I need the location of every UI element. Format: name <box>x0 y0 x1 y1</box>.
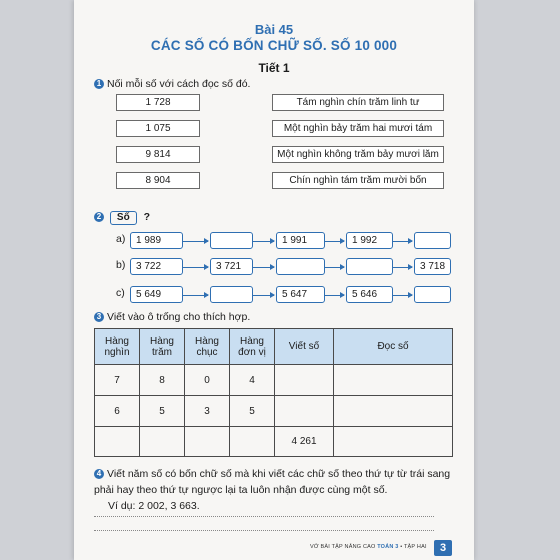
ex2-b-arrow-1 <box>182 267 208 268</box>
table-cell[interactable] <box>185 427 230 457</box>
lesson-period: Tiết 1 <box>258 61 290 75</box>
ex2-c-cell-4[interactable]: 5 646 <box>346 286 393 303</box>
ex2-badge: 2 <box>94 212 104 222</box>
ex4-example: Ví dụ: 2 002, 3 663. <box>108 500 200 512</box>
ex1-number-1[interactable]: 1 728 <box>116 94 200 111</box>
ex2-label: Số <box>110 211 137 225</box>
table-cell-write[interactable] <box>275 365 334 396</box>
lesson-subtitle: CÁC SỐ CÓ BỐN CHỮ SỐ. SỐ 10 000 <box>150 38 398 53</box>
table-cell[interactable] <box>230 427 275 457</box>
ex2-b-cell-4[interactable] <box>346 258 393 275</box>
ex1-reading-2[interactable]: Một nghìn bảy trăm hai mươi tám <box>272 120 444 137</box>
ex1-reading-4[interactable]: Chín nghìn tám trăm mười bốn <box>272 172 444 189</box>
ex1-heading <box>94 78 250 90</box>
ex2-b-arrow-3 <box>324 267 344 268</box>
table-cell-read[interactable] <box>334 365 453 396</box>
page-number: 3 <box>434 540 452 556</box>
ex2-a-cell-2[interactable] <box>210 232 253 249</box>
ex3-instruction: Viết vào ô trống cho thích hợp. <box>107 311 251 323</box>
ex2-b-cell-1[interactable]: 3 722 <box>130 258 183 275</box>
footer-suffix: • TẬP HAI <box>400 544 427 550</box>
ex2-heading <box>94 211 150 225</box>
table-cell[interactable] <box>95 427 140 457</box>
table-cell: 3 <box>185 396 230 427</box>
ex4-badge: 4 <box>94 469 104 479</box>
ex1-badge: 1 <box>94 79 104 89</box>
ex1-number-4[interactable]: 8 904 <box>116 172 200 189</box>
ex2-row-b-label: b) <box>116 259 126 271</box>
ex2-c-arrow-3 <box>324 295 344 296</box>
ex2-b-cell-3[interactable] <box>276 258 325 275</box>
table-cell-write: 4 261 <box>275 427 334 457</box>
footer-prefix: VỞ BÀI TẬP NÂNG CAO <box>310 544 376 550</box>
ex3-heading <box>94 311 250 323</box>
ex2-a-arrow-2 <box>252 241 274 242</box>
table-row <box>95 365 453 396</box>
ex2-a-arrow-3 <box>324 241 344 242</box>
workbook-page <box>74 0 474 560</box>
ex2-a-arrow-1 <box>182 241 208 242</box>
ex2-b-cell-5[interactable]: 3 718 <box>414 258 451 275</box>
table-cell-write[interactable] <box>275 396 334 427</box>
ex2-b-arrow-2 <box>252 267 274 268</box>
ex2-c-arrow-4 <box>392 295 412 296</box>
table-cell: 8 <box>140 365 185 396</box>
ex2-a-cell-1[interactable]: 1 989 <box>130 232 183 249</box>
ex1-instruction: Nối mỗi số với cách đọc số đó. <box>107 78 251 90</box>
header-write-number: Viết số <box>275 329 334 365</box>
ex2-b-cell-2[interactable]: 3 721 <box>210 258 253 275</box>
table-cell-read[interactable] <box>334 427 453 457</box>
ex2-a-arrow-4 <box>392 241 412 242</box>
answer-line[interactable] <box>94 530 434 531</box>
ex2-c-cell-5[interactable] <box>414 286 451 303</box>
ex2-c-cell-2[interactable] <box>210 286 253 303</box>
table-row <box>95 396 453 427</box>
ex1-number-2[interactable]: 1 075 <box>116 120 200 137</box>
ex2-row-c-label: c) <box>116 287 125 299</box>
ex2-a-cell-5[interactable] <box>414 232 451 249</box>
header-units: Hàng đơn vị <box>230 329 275 365</box>
ex2-a-cell-3[interactable]: 1 991 <box>276 232 325 249</box>
ex1-reading-3[interactable]: Một nghìn không trăm bảy mươi lăm <box>272 146 444 163</box>
ex4-line-1: Viết năm số có bốn chữ số mà khi viết các chữ số theo thứ tự từ trái sang <box>107 468 451 480</box>
lesson-title: Bài 45 <box>254 22 294 37</box>
ex2-c-cell-1[interactable]: 5 649 <box>130 286 183 303</box>
ex4-text <box>94 466 464 498</box>
ex2-question-mark: ? <box>143 211 151 223</box>
table-cell: 6 <box>95 396 140 427</box>
table-cell: 7 <box>95 365 140 396</box>
table-row <box>95 427 453 457</box>
table-cell: 5 <box>230 396 275 427</box>
table-cell: 0 <box>185 365 230 396</box>
header-hundreds: Hàng trăm <box>140 329 185 365</box>
ex1-number-3[interactable]: 9 814 <box>116 146 200 163</box>
table-cell[interactable] <box>140 427 185 457</box>
page-footer <box>310 544 427 550</box>
header-tens: Hàng chục <box>185 329 230 365</box>
table-cell: 5 <box>140 396 185 427</box>
ex2-c-arrow-1 <box>182 295 208 296</box>
answer-line[interactable] <box>94 516 434 517</box>
table-cell-read[interactable] <box>334 396 453 427</box>
ex3-badge: 3 <box>94 312 104 322</box>
ex2-c-arrow-2 <box>252 295 274 296</box>
table-cell: 4 <box>230 365 275 396</box>
ex2-a-cell-4[interactable]: 1 992 <box>346 232 393 249</box>
footer-subject: TOÁN 3 <box>377 544 399 550</box>
ex2-b-arrow-4 <box>392 267 412 268</box>
ex4-line-2: phải hay theo thứ tự ngược lại ta luôn nhận được cùng một số. <box>94 484 388 496</box>
ex2-c-cell-3[interactable]: 5 647 <box>276 286 325 303</box>
place-value-table <box>94 328 453 457</box>
ex1-reading-1[interactable]: Tám nghìn chín trăm linh tư <box>272 94 444 111</box>
header-thousands: Hàng nghìn <box>95 329 140 365</box>
ex2-row-a-label: a) <box>116 233 126 245</box>
header-read-number: Đọc số <box>334 329 453 365</box>
